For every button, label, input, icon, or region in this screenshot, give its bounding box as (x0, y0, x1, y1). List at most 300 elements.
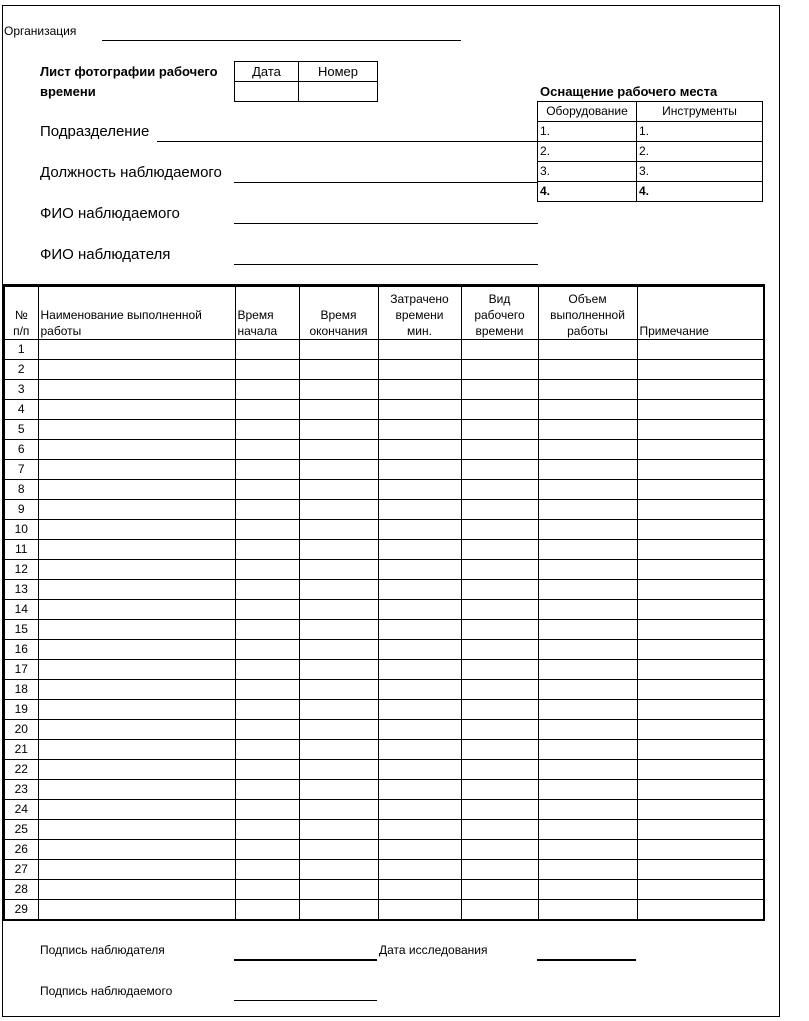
table-cell[interactable] (38, 780, 235, 800)
division-field[interactable] (157, 141, 538, 142)
table-cell[interactable] (378, 900, 461, 921)
table-cell[interactable] (299, 600, 378, 620)
table-row (4, 560, 764, 580)
table-cell[interactable] (235, 640, 299, 660)
table-cell[interactable] (461, 580, 538, 600)
table-cell[interactable] (461, 740, 538, 760)
table-cell[interactable] (38, 620, 235, 640)
table-cell[interactable] (637, 380, 764, 400)
tools-col-header: Инструменты (637, 102, 763, 122)
table-cell[interactable] (461, 700, 538, 720)
table-cell[interactable] (38, 820, 235, 840)
col-header-num (4, 286, 38, 340)
table-cell[interactable] (538, 700, 637, 720)
table-cell[interactable] (299, 800, 378, 820)
table-cell[interactable] (299, 760, 378, 780)
table-cell[interactable] (461, 720, 538, 740)
col-header-kind-line2: рабочего (474, 308, 525, 322)
col-header-work-name-line1: Наименование выполненной (40, 308, 202, 322)
equipment-item-4[interactable]: 4. (538, 182, 637, 202)
table-cell[interactable] (461, 900, 538, 921)
table-body (4, 340, 764, 921)
row-number: 4 (4, 400, 38, 420)
table-cell[interactable] (461, 840, 538, 860)
table-cell[interactable] (378, 420, 461, 440)
table-cell[interactable] (299, 620, 378, 640)
table-cell[interactable] (235, 700, 299, 720)
table-cell[interactable] (538, 560, 637, 580)
table-cell[interactable] (378, 800, 461, 820)
table-cell[interactable] (637, 820, 764, 840)
table-cell[interactable] (299, 540, 378, 560)
table-cell[interactable] (637, 660, 764, 680)
table-cell[interactable] (378, 380, 461, 400)
table-cell[interactable] (299, 400, 378, 420)
table-cell[interactable] (38, 600, 235, 620)
table-cell[interactable] (235, 440, 299, 460)
row-number: 3 (4, 380, 38, 400)
table-cell[interactable] (38, 720, 235, 740)
table-cell[interactable] (299, 520, 378, 540)
table-row (4, 440, 764, 460)
col-header-end-line1: Время (320, 308, 357, 322)
table-cell[interactable] (637, 540, 764, 560)
table-row (4, 580, 764, 600)
table-cell[interactable] (461, 640, 538, 660)
table-cell[interactable] (637, 860, 764, 880)
equipment-title: Оснащение рабочего места (540, 84, 718, 99)
table-cell[interactable] (461, 620, 538, 640)
table-cell[interactable] (38, 400, 235, 420)
table-cell[interactable] (538, 620, 637, 640)
table-cell[interactable] (538, 460, 637, 480)
table-cell[interactable] (38, 560, 235, 580)
col-header-work-name-line2: работы (40, 324, 82, 338)
table-cell[interactable] (461, 760, 538, 780)
table-cell[interactable] (461, 380, 538, 400)
table-cell[interactable] (538, 660, 637, 680)
table-cell[interactable] (461, 360, 538, 380)
table-cell[interactable] (378, 780, 461, 800)
table-cell[interactable] (299, 880, 378, 900)
table-cell[interactable] (538, 340, 637, 360)
table-cell[interactable] (235, 580, 299, 600)
table-cell[interactable] (235, 880, 299, 900)
table-cell[interactable] (38, 540, 235, 560)
table-cell[interactable] (235, 900, 299, 921)
row-number: 27 (4, 860, 38, 880)
table-cell[interactable] (235, 600, 299, 620)
tools-item-2[interactable]: 2. (637, 142, 763, 162)
table-cell[interactable] (538, 480, 637, 500)
table-cell[interactable] (538, 740, 637, 760)
table-cell[interactable] (461, 780, 538, 800)
table-cell[interactable] (637, 760, 764, 780)
table-cell[interactable] (235, 720, 299, 740)
table-cell[interactable] (235, 560, 299, 580)
col-header-time-kind (461, 286, 538, 340)
table-cell[interactable] (299, 480, 378, 500)
row-number: 26 (4, 840, 38, 860)
table-cell[interactable] (299, 640, 378, 660)
table-cell[interactable] (38, 860, 235, 880)
table-cell[interactable] (235, 620, 299, 640)
table-row (4, 900, 764, 921)
observer-signature-label: Подпись наблюдателя (40, 943, 165, 957)
table-cell[interactable] (461, 520, 538, 540)
observer-name-label: ФИО наблюдателя (40, 246, 171, 263)
col-header-num-line2: п/п (13, 324, 30, 338)
row-number: 18 (4, 680, 38, 700)
table-cell[interactable] (38, 740, 235, 760)
form-title-line1: Лист фотографии рабочего (40, 64, 218, 79)
table-cell[interactable] (235, 460, 299, 480)
table-cell[interactable] (378, 860, 461, 880)
col-header-start-line1: Время (237, 308, 274, 322)
table-cell[interactable] (461, 400, 538, 420)
position-label: Должность наблюдаемого (40, 164, 222, 181)
table-cell[interactable] (378, 840, 461, 860)
form-title-line2: времени (40, 84, 96, 99)
table-cell[interactable] (299, 660, 378, 680)
observed-signature-label: Подпись наблюдаемого (40, 984, 173, 998)
table-cell[interactable] (235, 840, 299, 860)
table-cell[interactable] (538, 580, 637, 600)
table-cell[interactable] (38, 580, 235, 600)
table-cell[interactable] (299, 840, 378, 860)
col-header-spent-line1: Затрачено (390, 292, 449, 306)
table-cell[interactable] (637, 560, 764, 580)
equipment-item-2[interactable]: 2. (538, 142, 637, 162)
table-cell[interactable] (538, 640, 637, 660)
table-cell[interactable] (38, 900, 235, 921)
table-cell[interactable] (38, 660, 235, 680)
row-number: 2 (4, 360, 38, 380)
table-cell[interactable] (378, 720, 461, 740)
table-cell[interactable] (637, 520, 764, 540)
table-cell[interactable] (378, 340, 461, 360)
table-cell[interactable] (378, 740, 461, 760)
table-cell[interactable] (38, 340, 235, 360)
table-cell[interactable] (538, 440, 637, 460)
table-cell[interactable] (461, 480, 538, 500)
date-header: Дата (235, 62, 299, 82)
table-cell[interactable] (38, 480, 235, 500)
table-cell[interactable] (538, 420, 637, 440)
table-cell[interactable] (378, 480, 461, 500)
table-cell[interactable] (378, 440, 461, 460)
table-cell[interactable] (378, 580, 461, 600)
table-cell[interactable] (461, 820, 538, 840)
table-cell[interactable] (461, 860, 538, 880)
observer-signature-field[interactable] (234, 959, 377, 961)
row-number: 15 (4, 620, 38, 640)
table-cell[interactable] (538, 820, 637, 840)
table-cell[interactable] (299, 700, 378, 720)
table-cell[interactable] (461, 600, 538, 620)
table-cell[interactable] (461, 340, 538, 360)
table-cell[interactable] (538, 360, 637, 380)
table-cell[interactable] (299, 720, 378, 740)
observed-name-field[interactable] (234, 223, 538, 224)
table-cell[interactable] (38, 520, 235, 540)
table-cell[interactable] (637, 900, 764, 921)
table-cell[interactable] (461, 880, 538, 900)
table-cell[interactable] (378, 460, 461, 480)
table-row (4, 720, 764, 740)
tools-item-3[interactable]: 3. (637, 162, 763, 182)
table-cell[interactable] (235, 820, 299, 840)
col-header-kind-line1: Вид (488, 292, 511, 306)
table-cell[interactable] (235, 760, 299, 780)
row-number: 8 (4, 480, 38, 500)
table-row (4, 600, 764, 620)
table-cell[interactable] (235, 340, 299, 360)
table-cell[interactable] (637, 880, 764, 900)
row-number: 24 (4, 800, 38, 820)
row-number: 12 (4, 560, 38, 580)
table-cell[interactable] (299, 500, 378, 520)
table-cell[interactable] (637, 680, 764, 700)
table-cell[interactable] (461, 500, 538, 520)
date-value-cell[interactable] (235, 82, 299, 102)
table-cell[interactable] (235, 680, 299, 700)
table-cell[interactable] (235, 360, 299, 380)
table-cell[interactable] (378, 600, 461, 620)
table-cell[interactable] (461, 660, 538, 680)
row-number: 17 (4, 660, 38, 680)
table-cell[interactable] (461, 680, 538, 700)
row-number: 7 (4, 460, 38, 480)
table-cell[interactable] (235, 860, 299, 880)
table-cell[interactable] (378, 360, 461, 380)
table-cell[interactable] (378, 680, 461, 700)
table-cell[interactable] (235, 780, 299, 800)
table-cell[interactable] (538, 760, 637, 780)
table-cell[interactable] (299, 900, 378, 921)
row-number: 19 (4, 700, 38, 720)
table-cell[interactable] (378, 500, 461, 520)
table-cell[interactable] (38, 840, 235, 860)
table-cell[interactable] (235, 800, 299, 820)
table-cell[interactable] (461, 460, 538, 480)
table-cell[interactable] (637, 700, 764, 720)
table-cell[interactable] (538, 800, 637, 820)
table-row (4, 780, 764, 800)
table-cell[interactable] (299, 380, 378, 400)
col-header-start-line2: начала (237, 324, 278, 338)
table-cell[interactable] (299, 860, 378, 880)
table-row (4, 420, 764, 440)
table-cell[interactable] (38, 360, 235, 380)
table-cell[interactable] (378, 700, 461, 720)
table-cell[interactable] (637, 640, 764, 660)
table-cell[interactable] (637, 480, 764, 500)
table-cell[interactable] (378, 640, 461, 660)
table-cell[interactable] (538, 520, 637, 540)
table-cell[interactable] (538, 540, 637, 560)
equipment-item-3[interactable]: 3. (538, 162, 637, 182)
table-cell[interactable] (378, 520, 461, 540)
study-date-field[interactable] (537, 959, 636, 961)
table-cell[interactable] (299, 820, 378, 840)
table-cell[interactable] (538, 400, 637, 420)
table-cell[interactable] (637, 620, 764, 640)
table-cell[interactable] (299, 780, 378, 800)
table-row (4, 380, 764, 400)
table-row (4, 620, 764, 640)
row-number: 20 (4, 720, 38, 740)
table-cell[interactable] (461, 540, 538, 560)
table-cell[interactable] (235, 520, 299, 540)
table-row (4, 840, 764, 860)
table-cell[interactable] (538, 840, 637, 860)
equipment-col-header: Оборудование (538, 102, 637, 122)
col-header-spent-line3: мин. (407, 324, 432, 338)
table-cell[interactable] (299, 340, 378, 360)
table-row (4, 540, 764, 560)
table-cell[interactable] (235, 540, 299, 560)
table-cell[interactable] (235, 740, 299, 760)
col-header-num-line1: № (14, 308, 28, 322)
row-number: 29 (4, 900, 38, 921)
table-cell[interactable] (38, 380, 235, 400)
table-cell[interactable] (538, 780, 637, 800)
col-header-start-time (235, 286, 299, 340)
col-header-volume-line1: Объем (568, 292, 607, 306)
table-cell[interactable] (538, 880, 637, 900)
table-cell[interactable] (38, 420, 235, 440)
table-cell[interactable] (299, 580, 378, 600)
observed-signature-field[interactable] (234, 1000, 377, 1001)
table-cell[interactable] (637, 360, 764, 380)
table-cell[interactable] (38, 800, 235, 820)
table-cell[interactable] (461, 440, 538, 460)
table-cell[interactable] (38, 440, 235, 460)
table-row (4, 340, 764, 360)
table-cell[interactable] (538, 680, 637, 700)
table-cell[interactable] (538, 600, 637, 620)
table-cell[interactable] (461, 560, 538, 580)
table-cell[interactable] (299, 680, 378, 700)
row-number: 10 (4, 520, 38, 540)
table-cell[interactable] (378, 540, 461, 560)
table-cell[interactable] (299, 360, 378, 380)
table-cell[interactable] (637, 720, 764, 740)
col-header-time-spent (378, 286, 461, 340)
table-cell[interactable] (299, 420, 378, 440)
table-cell[interactable] (299, 740, 378, 760)
table-cell[interactable] (235, 500, 299, 520)
table-cell[interactable] (637, 460, 764, 480)
table-cell[interactable] (538, 860, 637, 880)
table-cell[interactable] (299, 560, 378, 580)
table-cell[interactable] (235, 380, 299, 400)
table-cell[interactable] (637, 340, 764, 360)
position-field[interactable] (234, 182, 538, 183)
table-cell[interactable] (637, 840, 764, 860)
row-number: 22 (4, 760, 38, 780)
col-header-end-time (299, 286, 378, 340)
row-number: 9 (4, 500, 38, 520)
table-cell[interactable] (538, 380, 637, 400)
equipment-table (537, 101, 763, 202)
row-number: 25 (4, 820, 38, 840)
organization-field[interactable] (102, 40, 461, 41)
table-cell[interactable] (637, 800, 764, 820)
table-cell[interactable] (538, 720, 637, 740)
table-cell[interactable] (378, 560, 461, 580)
table-cell[interactable] (38, 500, 235, 520)
row-number: 5 (4, 420, 38, 440)
table-cell[interactable] (378, 660, 461, 680)
table-row (4, 700, 764, 720)
table-cell[interactable] (38, 460, 235, 480)
tools-item-1[interactable]: 1. (637, 122, 763, 142)
table-row (4, 760, 764, 780)
col-header-volume-line2: выполненной (550, 308, 625, 322)
row-number: 16 (4, 640, 38, 660)
organization-label: Организация (4, 24, 77, 38)
col-header-work-name (38, 286, 235, 340)
table-cell[interactable] (378, 880, 461, 900)
table-cell[interactable] (38, 680, 235, 700)
table-cell[interactable] (378, 620, 461, 640)
table-cell[interactable] (38, 700, 235, 720)
table-cell[interactable] (378, 400, 461, 420)
equipment-item-1[interactable]: 1. (538, 122, 637, 142)
table-cell[interactable] (38, 880, 235, 900)
table-cell[interactable] (299, 440, 378, 460)
number-value-cell[interactable] (299, 82, 378, 102)
row-number: 11 (4, 540, 38, 560)
table-row (4, 460, 764, 480)
col-header-end-line2: окончания (309, 324, 368, 338)
table-cell[interactable] (637, 580, 764, 600)
table-cell[interactable] (538, 900, 637, 921)
table-row (4, 740, 764, 760)
table-row (4, 520, 764, 540)
table-cell[interactable] (461, 800, 538, 820)
table-cell[interactable] (637, 440, 764, 460)
table-cell[interactable] (299, 460, 378, 480)
col-header-spent-line2: времени (395, 308, 444, 322)
table-cell[interactable] (637, 600, 764, 620)
table-cell[interactable] (461, 420, 538, 440)
worktime-table (3, 285, 765, 921)
division-label: Подразделение (40, 123, 150, 140)
table-cell[interactable] (378, 820, 461, 840)
table-cell[interactable] (538, 500, 637, 520)
col-header-note-text: Примечание (639, 324, 709, 338)
table-cell[interactable] (637, 740, 764, 760)
table-cell[interactable] (38, 640, 235, 660)
table-cell[interactable] (637, 400, 764, 420)
observer-name-field[interactable] (234, 264, 538, 265)
table-cell[interactable] (38, 760, 235, 780)
table-cell[interactable] (637, 420, 764, 440)
table-cell[interactable] (235, 420, 299, 440)
tools-item-4[interactable]: 4. (637, 182, 763, 202)
table-cell[interactable] (378, 760, 461, 780)
table-row (4, 860, 764, 880)
table-cell[interactable] (235, 660, 299, 680)
table-cell[interactable] (637, 780, 764, 800)
study-date-label: Дата исследования (379, 943, 488, 957)
table-cell[interactable] (235, 480, 299, 500)
table-cell[interactable] (235, 400, 299, 420)
table-cell[interactable] (637, 500, 764, 520)
